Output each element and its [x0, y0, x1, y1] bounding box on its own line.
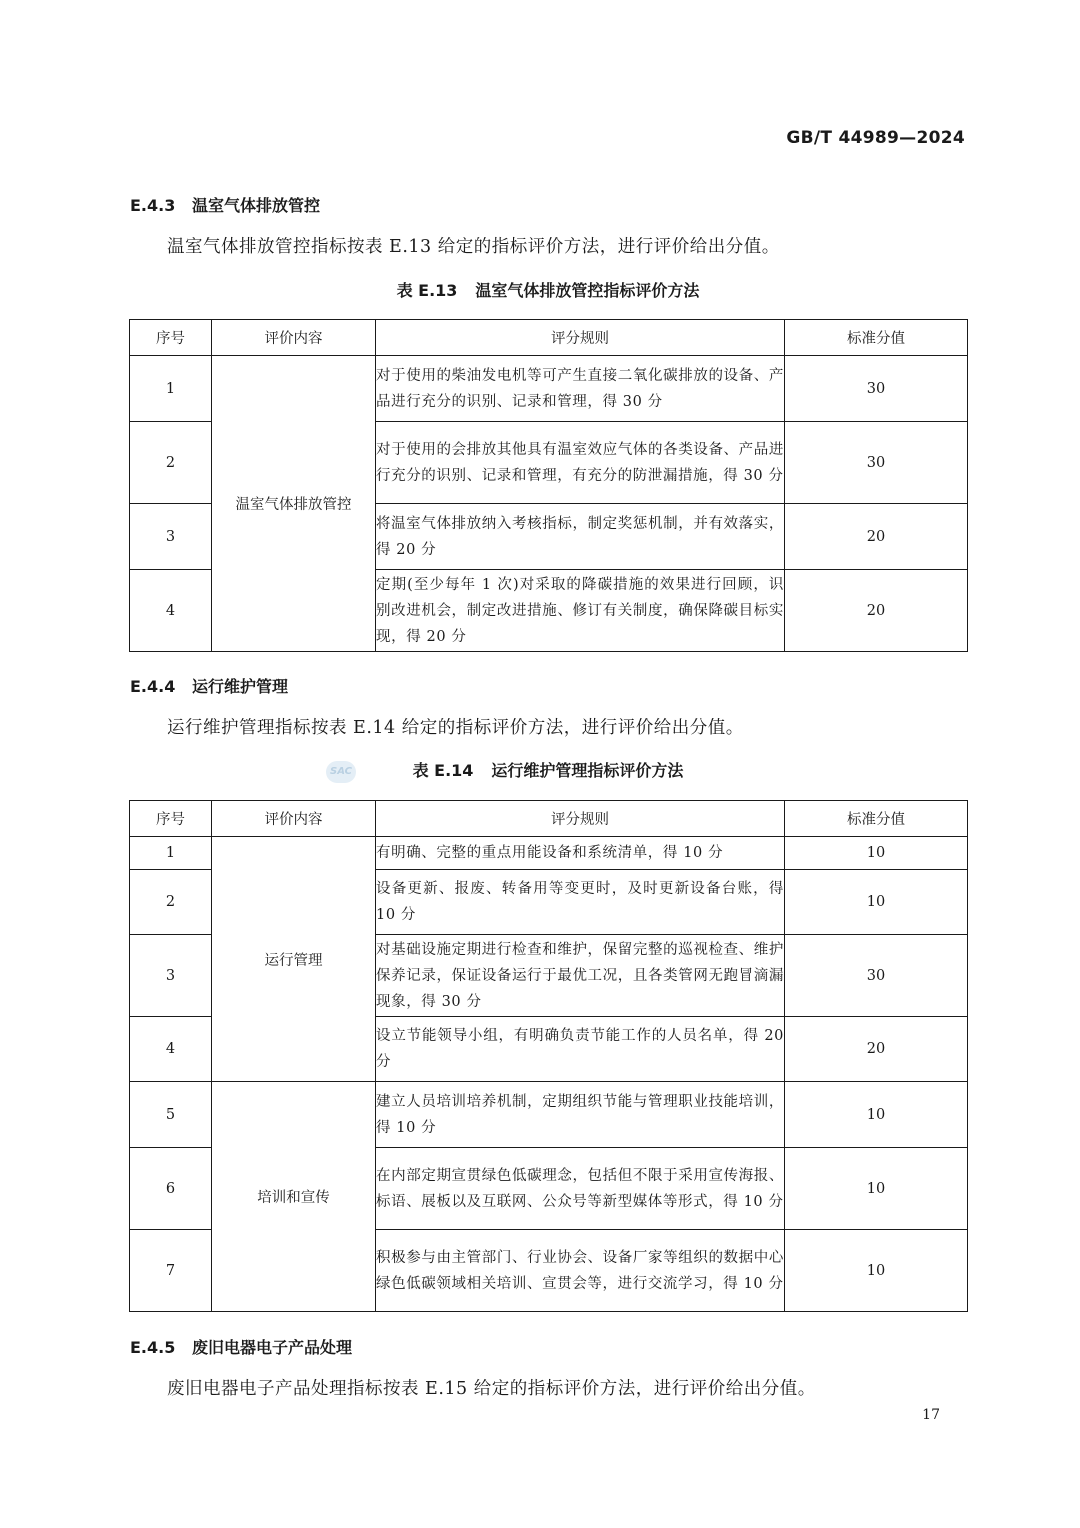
table-header-row — [130, 801, 968, 837]
table-caption-e13 — [130, 278, 966, 301]
page-number: 17 — [922, 1407, 940, 1423]
table-caption-title: 温室气体排放管控指标评价方法 — [475, 281, 700, 300]
row-rule: 对于使用的会排放其他具有温室效应气体的各类设备、产品进行充分的识别、记录和管理，有充分的防泄漏措施，得 30 分 — [376, 422, 785, 504]
row-number: 7 — [130, 1230, 212, 1312]
row-rule: 设立节能领导小组，有明确负责节能工作的人员名单，得 20 分 — [376, 1017, 785, 1082]
row-score: 30 — [785, 935, 968, 1017]
section-number: E.4.4 — [130, 677, 176, 696]
sac-watermark-logo: SAC — [326, 761, 356, 783]
row-rule: 积极参与由主管部门、行业协会、设备厂家等组织的数据中心绿色低碳领域相关培训、宣贯会等，进行交流学习，得 10 分 — [376, 1230, 785, 1312]
section-heading-e45 — [130, 1335, 352, 1358]
row-score: 10 — [785, 1230, 968, 1312]
document-code: GB/T 44989—2024 — [786, 128, 965, 148]
row-score: 30 — [785, 422, 968, 504]
section-title: 废旧电器电子产品处理 — [192, 1338, 353, 1357]
row-number: 2 — [130, 870, 212, 935]
row-rule: 对于使用的柴油发电机等可产生直接二氧化碳排放的设备、产品进行充分的识别、记录和管理，得 30 分 — [376, 356, 785, 422]
row-score: 10 — [785, 837, 968, 870]
table-row — [130, 837, 968, 870]
row-number: 1 — [130, 356, 212, 422]
row-score: 10 — [785, 1148, 968, 1230]
table-caption-number: 表 E.14 — [412, 761, 474, 780]
row-score: 10 — [785, 1082, 968, 1148]
section-paragraph-e43: 温室气体排放管控指标按表 E.13 给定的指标评价方法，进行评价给出分值。 — [167, 237, 780, 257]
row-number: 3 — [130, 504, 212, 570]
header-cell-content: 评价内容 — [212, 801, 376, 837]
section-title: 温室气体排放管控 — [192, 196, 321, 215]
header-cell-rule: 评分规则 — [376, 320, 785, 356]
section-paragraph-e44: 运行维护管理指标按表 E.14 给定的指标评价方法，进行评价给出分值。 — [167, 718, 744, 738]
row-rule: 建立人员培训培养机制，定期组织节能与管理职业技能培训，得 10 分 — [376, 1082, 785, 1148]
row-rule: 设备更新、报废、转备用等变更时，及时更新设备台账，得 10 分 — [376, 870, 785, 935]
row-rule: 对基础设施定期进行检查和维护，保留完整的巡视检查、维护保养记录，保证设备运行于最优工况，且各类管网无跑冒滴漏现象，得 30 分 — [376, 935, 785, 1017]
row-number: 2 — [130, 422, 212, 504]
row-score: 10 — [785, 870, 968, 935]
table-caption-title: 运行维护管理指标评价方法 — [491, 761, 684, 780]
row-score: 20 — [785, 570, 968, 652]
row-number: 6 — [130, 1148, 212, 1230]
row-rule: 将温室气体排放纳入考核指标，制定奖惩机制，并有效落实，得 20 分 — [376, 504, 785, 570]
row-score: 20 — [785, 1017, 968, 1082]
header-cell-score: 标准分值 — [785, 801, 968, 837]
row-number: 4 — [130, 570, 212, 652]
row-number: 4 — [130, 1017, 212, 1082]
section-title: 运行维护管理 — [192, 677, 289, 696]
table-e13 — [129, 319, 968, 652]
section-heading-e43 — [130, 193, 320, 216]
table-header-row — [130, 320, 968, 356]
section-heading-e44 — [130, 674, 288, 697]
table-row — [130, 1082, 968, 1148]
table-caption-number: 表 E.13 — [396, 281, 458, 300]
header-cell-content: 评价内容 — [212, 320, 376, 356]
row-score: 30 — [785, 356, 968, 422]
section-paragraph-e45: 废旧电器电子产品处理指标按表 E.15 给定的指标评价方法，进行评价给出分值。 — [167, 1379, 816, 1399]
header-cell-no: 序号 — [130, 801, 212, 837]
section-number: E.4.5 — [130, 1338, 176, 1357]
row-score: 20 — [785, 504, 968, 570]
group-cell: 温室气体排放管控 — [212, 356, 376, 652]
row-number: 5 — [130, 1082, 212, 1148]
row-rule: 定期(至少每年 1 次)对采取的降碳措施的效果进行回顾，识别改进机会，制定改进措施、修订有关制度，确保降碳目标实现，得 20 分 — [376, 570, 785, 652]
header-cell-no: 序号 — [130, 320, 212, 356]
table-e14 — [129, 800, 968, 1312]
section-number: E.4.3 — [130, 196, 176, 215]
table-row — [130, 356, 968, 422]
header-cell-rule: 评分规则 — [376, 801, 785, 837]
row-number: 3 — [130, 935, 212, 1017]
row-number: 1 — [130, 837, 212, 870]
row-rule: 在内部定期宣贯绿色低碳理念，包括但不限于采用宣传海报、标语、展板以及互联网、公众号等新型媒体等形式，得 10 分 — [376, 1148, 785, 1230]
table-caption-e14 — [130, 758, 966, 781]
group-cell: 运行管理 — [212, 837, 376, 1082]
row-rule: 有明确、完整的重点用能设备和系统清单，得 10 分 — [376, 837, 785, 870]
group-cell: 培训和宣传 — [212, 1082, 376, 1312]
header-cell-score: 标准分值 — [785, 320, 968, 356]
